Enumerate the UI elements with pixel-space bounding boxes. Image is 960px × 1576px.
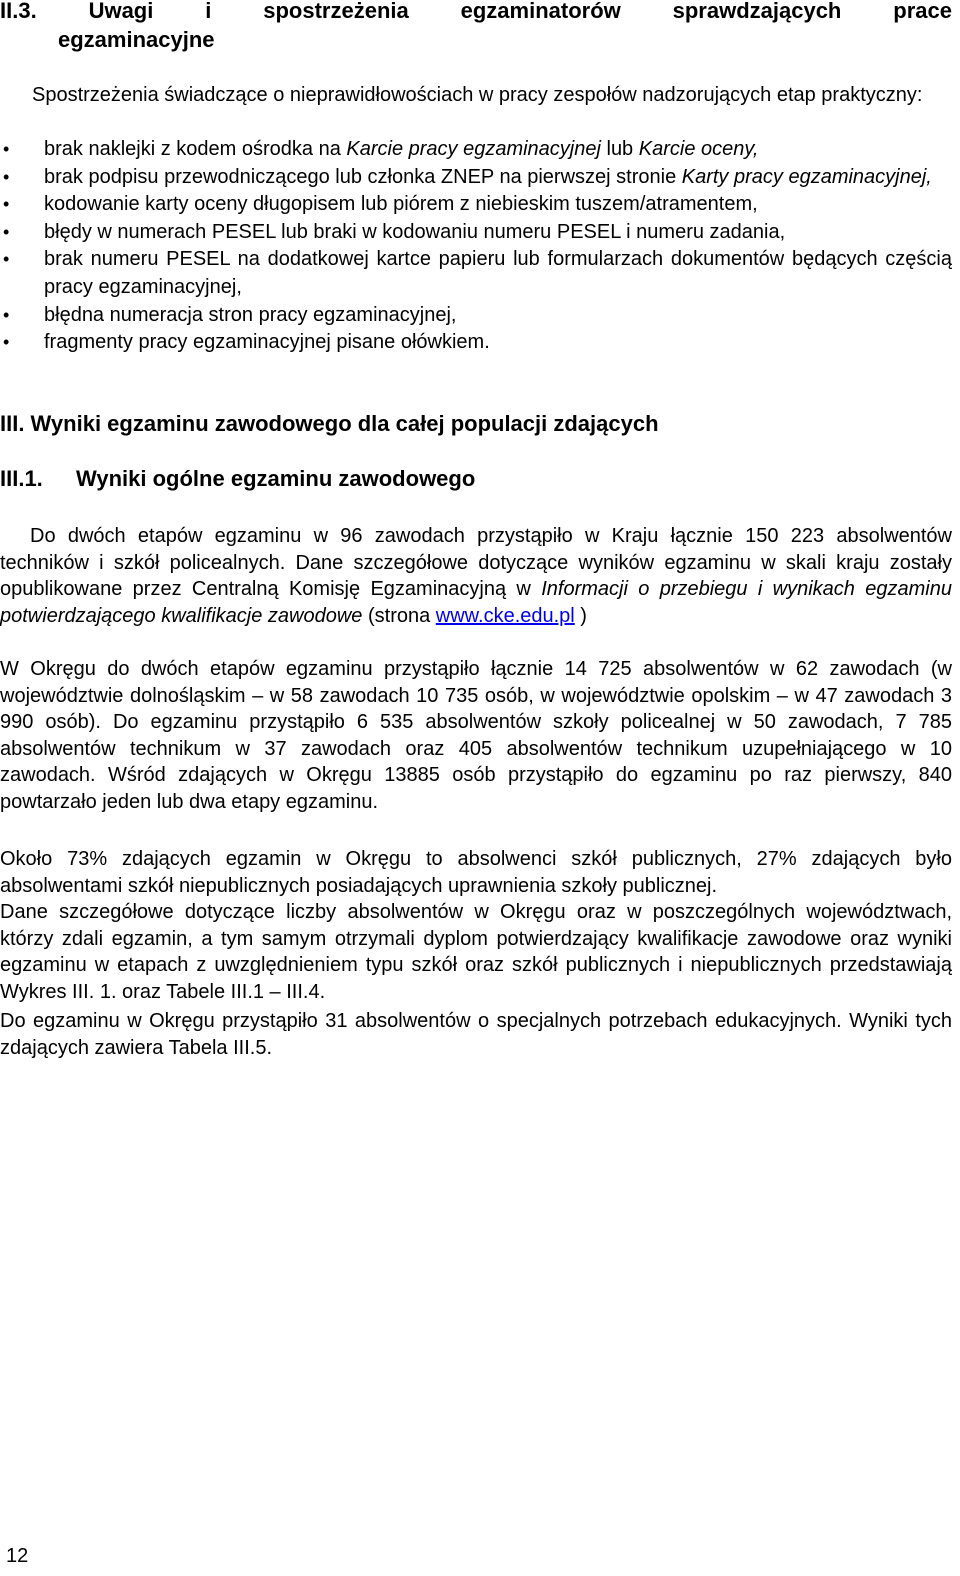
paragraph-okreg: W Okręgu do dwóch etapów egzaminu przystąpiło łącznie 14 725 absolwentów w 62 zawodach (w województwie dolnośląskim – w 58 zawodach 10 735 osób, w województwie opolskim – w 47 zawodach 3 990 osób). Do egzaminu przystąpiło 6 535 absolwentów szkoły policealnej w 50 zawodach, 7 785 absolwentów technikum w 37 zawodach oraz 405 absolwentów technikum uzupełniającego w 10 zawodach. Wśród zdających w Okręgu 13885 osób przystąpiło do egzaminu po raz pierwszy, 840 powtarzało jeden lub dwa etapy egzaminu. — [0, 658, 952, 813]
list-item: • błędna numeracja stron pracy egzaminacyjnej, — [0, 302, 952, 330]
paragraph-kraj — [0, 523, 952, 629]
paragraph-text: ) — [574, 604, 587, 627]
title-word: prace — [893, 0, 952, 23]
paragraph-text: (strona — [362, 604, 436, 627]
title-word: spostrzeżenia — [263, 0, 409, 23]
paragraph-specjalne: Do egzaminu w Okręgu przystąpiło 31 absolwentów o specjalnych potrzebach edukacyjnych. Wyniki tych zdających zawiera Tabela III.5. — [0, 1010, 952, 1059]
section-title-line2: egzaminacyjne — [58, 27, 215, 52]
paragraph-publiczne: Około 73% zdających egzamin w Okręgu to absolwenci szkół publicznych, 27% zdających było absolwentami szkół niepublicznych posiadających uprawnienia szkoły publicznej. — [0, 848, 952, 897]
list-item — [0, 136, 952, 164]
intro-paragraph: Spostrzeżenia świadczące o nieprawidłowościach w pracy zespołów nadzorujących etap praktyczny: — [32, 84, 923, 106]
title-word: sprawdzających — [672, 0, 842, 23]
paragraph-text: Do dwóch etapów egzaminu w 96 zawodach przystąpiło w Kraju łącznie 150 223 absolwentów techników i szkół policealnych. Dane szczegółowe dotyczące wyników egzaminu w skali kraju zostały opublikowane przez Centralną Komisję Egzaminacyjną w — [0, 525, 952, 601]
section-title-line1 — [0, 0, 952, 25]
paragraph-dane: Dane szczegółowe dotyczące liczby absolwentów w Okręgu oraz w poszczególnych województwach, którzy zdali egzamin, a tym samym otrzymali dyplom potwierdzający kwalifikacje zawodowe oraz wyniki egzaminu w etapach z uwzględnieniem typu szkół oraz szkół publicznych i niepublicznych przedstawiają Wykres III. 1. oraz Tabele III.1 – III.4. — [0, 901, 952, 1003]
list-item-italic: Karcie pracy egzaminacyjnej — [346, 138, 601, 160]
list-item — [0, 164, 952, 192]
section-number: II.3. — [0, 0, 37, 23]
subsection-number: III.1. — [0, 466, 43, 491]
bullet-list — [0, 136, 952, 357]
list-item-italic: Karty pracy egzaminacyjnej, — [681, 165, 932, 188]
list-item: • błędy w numerach PESEL lub braki w kodowaniu numeru PESEL i numeru zadania, — [0, 219, 952, 247]
list-item: • fragmenty pracy egzaminacyjnej pisane ołówkiem. — [0, 329, 952, 357]
list-item: • kodowanie karty oceny długopisem lub piórem z niebieskim tuszem/atramentem, — [0, 191, 952, 219]
title-word: Uwagi — [88, 0, 154, 23]
title-word: i — [205, 0, 212, 23]
subsection-heading — [0, 466, 475, 492]
list-item-italic: Karcie oceny, — [638, 138, 759, 160]
cke-link[interactable]: www.cke.edu.pl — [435, 604, 575, 627]
subsection-title: Wyniki ogólne egzaminu zawodowego — [76, 466, 476, 491]
list-item-text: brak podpisu przewodniczącego lub członka ZNEP na pierwszej stronie — [44, 165, 682, 188]
chapter-heading: III. Wyniki egzaminu zawodowego dla całej populacji zdających — [0, 411, 659, 436]
list-item-text: lub — [600, 138, 639, 160]
page-number: 12 — [6, 1545, 29, 1567]
publication-title: Informacji o przebiegu i wynikach egzaminu potwierdzającego kwalifikacje zawodowe — [0, 578, 952, 627]
list-item-text: brak naklejki z kodem ośrodka na — [44, 138, 347, 160]
list-item: • brak numeru PESEL na dodatkowej kartce papieru lub formularzach dokumentów będących częścią pracy egzaminacyjnej, — [0, 246, 952, 301]
title-word: egzaminatorów — [460, 0, 621, 23]
section-title — [0, 0, 952, 54]
